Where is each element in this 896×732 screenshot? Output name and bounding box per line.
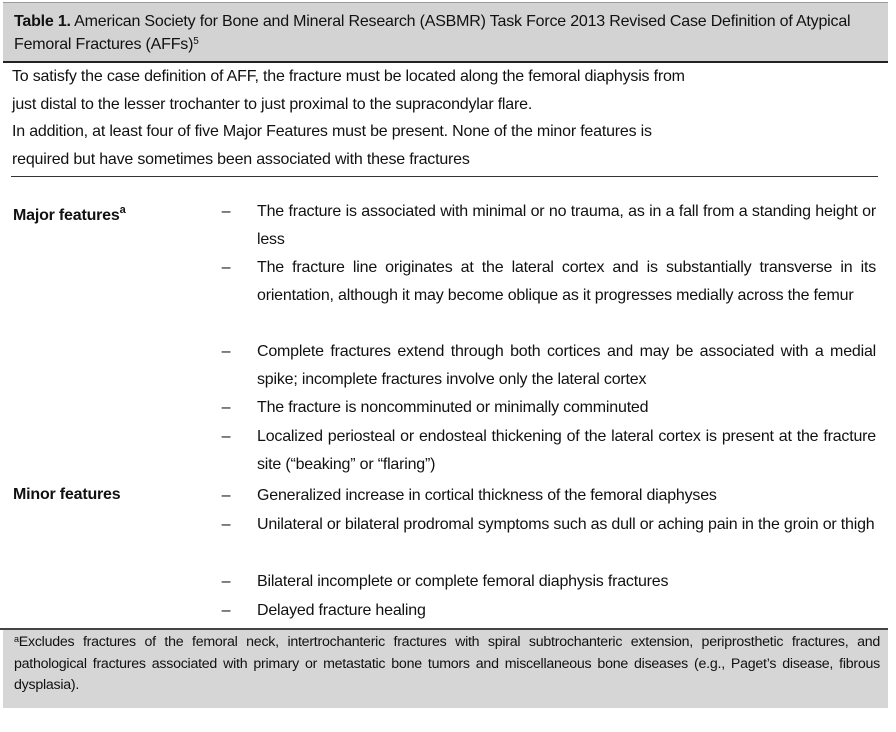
reference-superscript: 5 <box>193 36 199 47</box>
dash-bullet: – <box>221 487 231 504</box>
intro-line: To satisfy the case definition of AFF, the fracture must be located along the femoral diaphysis from <box>12 68 685 85</box>
table-title <box>14 10 880 56</box>
dash-bullet: – <box>221 259 231 276</box>
footnote-text: Excludes fractures of the femoral neck, intertrochanteric fractures with spiral subtrochanteric extension, periprosthetic fractures, and pathological fractures associated with primary or metastatic bone tumors and miscellaneous bone diseases (e.g., Paget’s disease, fibrous dysplasia). <box>14 634 880 693</box>
major-features-label <box>13 204 126 225</box>
intro-paragraph <box>12 63 862 173</box>
major-feature-text: Complete fractures extend through both cortices and may be associated with a medial spike; incomplete fractures involve only the lateral cortex <box>257 343 876 388</box>
intro-line: In addition, at least four of five Major Features must be present. None of the minor features is <box>12 123 652 140</box>
dash-bullet: – <box>221 573 231 590</box>
footnote-marker: a <box>119 204 126 216</box>
major-feature-text: The fracture is associated with minimal or no trauma, as in a fall from a standing height or less <box>257 203 876 248</box>
footnote-band <box>3 630 888 708</box>
dash-bullet: – <box>221 399 231 416</box>
dash-bullet: – <box>221 602 231 619</box>
major-features-text: Major features <box>13 207 120 224</box>
major-feature-text: Localized periosteal or endosteal thickening of the lateral cortex is present at the fracture site (“beaking” or “flaring”) <box>257 428 876 473</box>
minor-features-label: Minor features <box>13 486 121 503</box>
table-title-text: American Society for Bone and Mineral Research (ASBMR) Task Force 2013 Revised Case Definition of Atypical Femoral Fractures (AFFs) <box>14 13 851 53</box>
minor-feature-text: Unilateral or bilateral prodromal symptoms such as dull or aching pain in the groin or thigh <box>257 516 875 533</box>
dash-bullet: – <box>221 516 231 533</box>
major-feature-text: The fracture line originates at the lateral cortex and is substantially transverse in its orientation, although it may become oblique as it progresses medially across the femur <box>257 259 876 304</box>
minor-feature-text: Generalized increase in cortical thickness of the femoral diaphyses <box>257 487 717 504</box>
footnote <box>14 632 880 697</box>
major-feature-text: The fracture is noncomminuted or minimally comminuted <box>257 399 649 416</box>
intro-line: required but have sometimes been associated with these fractures <box>12 150 470 168</box>
footnote-marker: a <box>14 634 19 644</box>
dash-bullet: – <box>221 203 231 220</box>
dash-bullet: – <box>221 343 231 360</box>
dash-bullet: – <box>221 428 231 445</box>
table-label: Table 1. <box>14 13 71 30</box>
intro-line: just distal to the lesser trochanter to just proximal to the supracondylar flare. <box>12 95 533 113</box>
minor-feature-text: Bilateral incomplete or complete femoral diaphysis fractures <box>257 573 669 590</box>
minor-feature-text: Delayed fracture healing <box>257 602 426 619</box>
table-title-band <box>3 2 888 61</box>
intro-rule <box>11 176 878 177</box>
